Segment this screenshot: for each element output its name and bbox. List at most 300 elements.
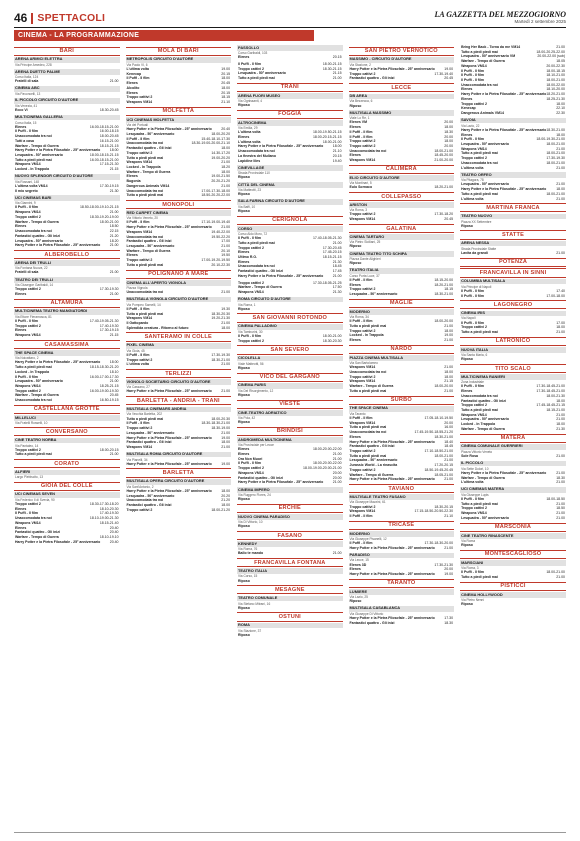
showtime-row: [126, 508, 232, 513]
film-title: Troppo cattivi 2: [349, 144, 376, 148]
film-times: 20.15: [332, 55, 342, 60]
film-title: Fantastici quattro - Gli inizi: [126, 503, 172, 508]
film-title: Troppo cattivi 2: [349, 504, 376, 509]
film-title: Il Puffi - Il film: [461, 137, 485, 142]
film-times: 19.30: [221, 306, 231, 311]
cinema-address: Via Pietro Siciliani, 25: [349, 240, 381, 245]
cinema-entry: [14, 309, 120, 338]
showtime-row: [237, 290, 343, 295]
showtime-row: [126, 193, 232, 198]
city-heading: COLLEPASSO: [349, 192, 455, 201]
film-title: Harry Potter e la Pietra Filosofale - 25° anniversario: [126, 435, 212, 440]
film-title: Riposo: [238, 392, 250, 397]
cinema-entry: [460, 214, 566, 229]
masthead-title: LA GAZZETTA DEL MEZZOGIORNO: [434, 10, 566, 20]
cinema-name: CINEMA TEATRO TITO SCHIPA: [349, 251, 455, 257]
film-times: 18.30-21.00: [434, 292, 454, 297]
film-times: 18.20-21.00: [434, 282, 454, 287]
cinema-address: Via Vittorio Veneto, 20: [126, 216, 158, 221]
cinema-name: CINEMA HOLLYWOOD: [460, 592, 566, 598]
cinema-address: Corso Porta Luce, 37: [349, 273, 380, 278]
cinema-entry: [349, 406, 455, 482]
film-title: Unaccomodata tra noi: [126, 498, 164, 503]
film-times: 21.00: [109, 79, 119, 84]
film-times: 21.15: [109, 167, 119, 172]
showtime-row: [237, 55, 343, 60]
film-title: Lesquadra - 50° anniversario: [15, 238, 63, 243]
cinema-address: Via Pitagora, 78: [461, 178, 484, 183]
film-title: Unaccomodata tra noi: [349, 369, 387, 374]
film-times: 18.25-21.30: [546, 96, 565, 101]
cinema-name: PIXEL CINEMA: [126, 343, 232, 349]
film-title: Harry Potter e la Pietra Filosofale - 25° anniversario: [126, 488, 212, 493]
film-title: Harry Potter e la Pietra Filosofale - 25° anniversario: [461, 92, 547, 97]
cinema-entry: [126, 117, 232, 198]
showtime-row: [460, 543, 566, 548]
film-times: 21.20: [221, 498, 231, 503]
showtime-row: [237, 76, 343, 81]
film-times: 17.40-18.05-21.30: [312, 236, 342, 241]
film-times: 18.15: [221, 95, 231, 100]
film-times: 16.00-18.15-21.00: [89, 157, 119, 162]
film-title: Eulo Sornaco: [349, 185, 373, 190]
showtime-row: [14, 189, 120, 194]
film-title: Weapons VM14: [126, 100, 153, 105]
film-times: 19.00-21.50: [211, 174, 231, 179]
film-times: 18.45-20.00: [434, 153, 454, 158]
cinema-entry: [460, 118, 566, 171]
cinema-address: Zona Industriale: [461, 380, 484, 385]
film-title: Il Puffi - Il film: [126, 421, 150, 426]
cinema-address: Via Noicattaro, 2: [15, 356, 39, 361]
film-title: Troppo cattivi 2: [126, 258, 153, 263]
cinema-address: Via Santa Maria, 6: [461, 353, 488, 358]
film-times: 21.00: [221, 321, 231, 325]
city-heading: LAGONEGRO: [460, 300, 566, 309]
film-times: 18.00-20.15-21.15: [312, 134, 342, 139]
film-title: Riposo: [349, 261, 362, 266]
film-title: L'ultima volta: [461, 196, 484, 201]
cinema-address: Via Ruggero Flores, 24: [238, 492, 271, 497]
showtime-row: [460, 166, 566, 171]
film-title: Warfare - Tempo di Guerra: [461, 475, 505, 480]
page-number: 46: [14, 11, 28, 25]
film-times: 20.45: [444, 76, 454, 81]
cinema-entry: [349, 234, 455, 249]
cinema-name: CINE-TEATRO ADRIATICO: [237, 410, 343, 416]
film-title: Weapons VM14: [15, 162, 41, 167]
film-times: 18.50: [556, 506, 565, 511]
cinema-address: Via Roma, 76: [238, 547, 258, 552]
film-times: 19.00: [221, 461, 231, 466]
film-title: Unaccomodata tra noi: [461, 160, 498, 165]
showtime-row: [349, 389, 455, 394]
cinema-entry: [237, 199, 343, 214]
film-times: 16.15-21.00: [99, 138, 119, 143]
showtime-row: [460, 602, 566, 607]
cinema-entry: [460, 241, 566, 256]
issue-date: Martedì 2 settembre 2025: [514, 19, 566, 25]
film-title: Il Puffi - Il film: [126, 220, 150, 225]
cinema-name: TEATRO ITALIA: [237, 568, 343, 574]
film-title: Il Puffi - Il film: [15, 374, 38, 379]
film-times: 18.00-20.20: [211, 131, 231, 136]
showtime-row: [460, 575, 566, 580]
film-times: 17.30-19.15: [99, 328, 119, 333]
film-times: 21.00: [332, 456, 342, 461]
film-times: 17.30: [444, 615, 454, 620]
film-title: Il Puffi - Il film: [238, 236, 261, 241]
film-title: Troppo cattivi 2: [15, 214, 41, 219]
film-times: 18.00: [221, 488, 231, 493]
showtime-row: [349, 514, 455, 519]
cinema-address: Via Vecchia Barletta, 202: [126, 412, 163, 417]
cinema-address: Via Paolo VI, 6: [126, 62, 148, 67]
cinema-entry: [349, 251, 455, 266]
film-times: 20.40: [221, 127, 231, 132]
film-title: Elenes: [238, 250, 250, 255]
cinema-address: Via Lecce, 15: [349, 558, 369, 563]
showtime-row: [237, 497, 343, 502]
cinema-address: Via Pianelli, 34: [126, 457, 148, 462]
city-heading: BRINDISI: [237, 427, 343, 436]
cinema-entry: [14, 69, 120, 84]
cinema-entry: [349, 202, 455, 222]
film-title: Tutto a piedi piedi mai: [126, 193, 164, 198]
film-title: Fantastici quattro - Gli inizi: [238, 269, 283, 274]
film-title: Il Puffi - Il film: [461, 320, 485, 325]
film-times: 17.15-18.50-20.50-22.30: [414, 509, 454, 514]
film-title: Lesquadra - 50° anniversario: [15, 153, 63, 158]
cinema-name: TEATRO ITALIA: [349, 268, 455, 274]
film-title: Unaccomodata tra noi: [349, 430, 387, 435]
cinema-entry: [349, 589, 455, 604]
film-title: Il Puffi - Il film: [349, 513, 373, 518]
cinema-address: Via Tamburini, 30: [238, 329, 263, 334]
film-times: 18.00-20.00-22.00: [312, 461, 342, 466]
film-times: 18.00-20.15: [99, 447, 119, 452]
cinema-name: ROMA CIRCUITO D'AUTORE: [237, 297, 343, 303]
film-title: Tutto a piedi piedi mai: [349, 388, 387, 393]
film-times: 18.00-21.20: [211, 507, 231, 512]
film-title: Riposo: [461, 602, 473, 607]
city-heading: TARANTO: [349, 579, 455, 588]
showtime-row: [349, 292, 455, 297]
film-times: 18.00: [221, 169, 231, 174]
cinema-entry: [460, 311, 566, 335]
cinema-name: ALTROCINEMA: [237, 120, 343, 126]
film-times: 21.00: [556, 454, 565, 459]
showtime-row: [237, 339, 343, 344]
film-times: 21.00: [444, 458, 454, 463]
film-times: 18.30-18.30-21.00: [201, 421, 231, 426]
cinema-name: PASSOLLO: [237, 45, 343, 51]
film-times: 22.30: [556, 111, 565, 116]
film-times: 21.00: [444, 338, 454, 343]
film-title: Il Puffi - Il film: [349, 416, 373, 420]
film-title: Troppo cattivi 2: [349, 71, 376, 76]
film-times: 21.15: [109, 333, 119, 338]
showtime-row: [14, 452, 120, 457]
showtime-row: [237, 579, 343, 584]
film-title: Troppo cattivi 2: [15, 323, 41, 328]
film-title: Splendida creatura - Ritorno al futuro: [126, 325, 189, 330]
film-title: Troppo cattivi 2: [349, 374, 376, 379]
cinema-entry: [237, 165, 343, 180]
cinema-entry: [460, 374, 566, 431]
film-times: 19.40: [332, 158, 342, 163]
cinema-address: Via Roma: [461, 538, 475, 543]
film-title: L'ultima volta: [126, 362, 149, 367]
film-times: 17.00: [221, 239, 231, 244]
film-title: L'ultima volta: [126, 67, 149, 72]
cinema-address: Corso Aldo Moro, 72: [238, 231, 268, 236]
film-title: Tutto a piedi piedi mai: [349, 453, 387, 458]
cinema-address: Via Principe di Napoli: [461, 284, 492, 289]
film-title: Riposo: [238, 192, 250, 197]
cinema-entry: [237, 568, 343, 583]
city-heading: VICO DEL GARGANO: [237, 373, 343, 382]
cinema-address: Via Giuseppe Di Vittorio: [349, 611, 384, 616]
film-title: Il Puffi - Il film: [238, 61, 261, 66]
film-title: Lesquadra - 50° anniversario: [349, 292, 398, 297]
film-title: Weapons VM14: [349, 509, 376, 514]
cinema-address: Via Bezzecca, 6: [349, 99, 373, 104]
cinema-address: Via Fontana Nuova, 22: [15, 266, 48, 271]
film-times: 21.00: [109, 210, 119, 215]
film-title: Riposo: [238, 578, 250, 583]
film-times: 18.00: [556, 325, 565, 330]
film-times: 21.00: [556, 196, 565, 201]
film-times: 18.50-20.20-22.00: [201, 193, 231, 198]
film-times: 21.00: [556, 45, 565, 49]
film-title: Harry Potter e la Pietra Filosofale - 25° anniversario: [126, 389, 212, 394]
film-times: 19.50-22.20: [211, 234, 231, 239]
cinema-name: CORSO: [237, 226, 343, 232]
film-title: Fantastici quattro - Gli inizi: [461, 398, 506, 403]
film-title: Troppo cattivi 2: [238, 280, 264, 285]
film-title: Elenes 3D: [349, 562, 367, 567]
film-times: 18.30-21.15: [322, 66, 342, 71]
city-heading: GALATINA: [349, 224, 455, 233]
film-title: Lesquadra - 50° anniversario: [126, 131, 175, 136]
film-times: 18.00: [556, 101, 565, 106]
film-times: 18.00-21.00: [99, 219, 119, 224]
film-title: Elenes: [238, 451, 250, 456]
film-times: 18.00: [444, 125, 454, 130]
film-times: 18.30-20.30: [322, 338, 342, 343]
showtime-row: [460, 294, 566, 299]
film-title: L'ultima volta: [461, 165, 484, 170]
cinema-entry: [349, 494, 455, 518]
cinema-name: VIGNOLO SOCIETARIO CIRCUITO D'AUTORE: [126, 379, 232, 385]
film-title: Riposo: [238, 605, 250, 610]
section-title: SPETTACOLI: [37, 12, 106, 24]
film-title: Weapons VM14: [349, 365, 376, 370]
film-title: Weapons VM14: [15, 520, 41, 525]
showtime-row: [237, 274, 343, 279]
film-title: L'ultima volta: [238, 130, 261, 135]
cinema-name: MULTISALE TEATRO FASANO: [349, 494, 455, 500]
film-title: Tutto a piedi piedi mai: [461, 408, 498, 412]
film-title: Elenes: [349, 567, 361, 572]
film-title: Weapons VM14: [349, 379, 376, 384]
film-times: 19.00: [444, 572, 454, 577]
film-title: Il Puffi - Il film: [461, 78, 485, 83]
film-title: Harry Potter e la Pietra Filosofale - 25° anniversario: [349, 439, 435, 444]
film-title: Harry Potter e la Pietra Filosofale - 25° anniversario: [15, 539, 101, 544]
film-times: 21.00: [556, 511, 565, 516]
film-title: Weapons VM14: [126, 160, 153, 165]
film-times: 21.30: [332, 289, 342, 294]
film-title: Riposo: [238, 306, 250, 311]
showtime-row: [237, 209, 343, 214]
film-times: 21.00: [332, 273, 342, 278]
cinema-entry: [126, 379, 232, 394]
cinema-entry: [460, 560, 566, 580]
film-times: 21.00: [444, 545, 454, 550]
cinema-address: Via Baffi, 10: [238, 204, 256, 209]
cinema-entry: [126, 343, 232, 367]
listing-column: [349, 45, 455, 829]
film-times: 17.10-18.50-21.00: [424, 449, 454, 454]
film-title: Unaccomodata tra noi: [349, 148, 387, 153]
film-title: Locked - In Trappola: [461, 422, 496, 427]
cinema-address: Via Pola, 42: [238, 415, 256, 420]
cinema-name: ARENA ARMICI ELETTRA: [14, 57, 120, 63]
showtime-row: [237, 103, 343, 108]
showtime-row: [460, 224, 566, 229]
showtime-row: [349, 217, 455, 222]
showtime-row: [14, 270, 120, 275]
cinema-name: CINEMA COMUNALE GUERRIERI: [460, 444, 566, 450]
cinema-name: CINEMA IRIS: [460, 311, 566, 317]
film-times: 17.40: [556, 288, 565, 293]
cinema-name: MODERNO: [349, 309, 455, 315]
showtime-row: [14, 333, 120, 338]
film-title: Troppo cattivi 2: [349, 328, 376, 333]
film-title: Sole Rosa: [461, 454, 478, 459]
film-times: 18.00: [221, 76, 231, 81]
cinema-entry: [237, 410, 343, 425]
film-times: 21.10: [444, 513, 454, 518]
cinema-address: Via Provinciale per Lecce: [238, 443, 274, 448]
cinema-name: CINEMA IMPERO: [237, 487, 343, 493]
film-times: 17.20-20.15: [434, 463, 454, 468]
cinema-address: Via Roma, 3: [461, 566, 479, 571]
film-times: 21.00: [109, 291, 119, 296]
film-title: Unaccomodata tra noi: [126, 234, 164, 239]
film-times: 18.00-21.00: [546, 191, 565, 196]
cinema-address: Via Cassano, 27: [126, 385, 150, 390]
film-times: 21.00: [444, 388, 454, 393]
film-times: 18.00-21.00: [546, 151, 565, 156]
city-heading: MARTINA FRANCA: [460, 203, 566, 212]
film-title: Harry Potter e la Pietra Filosofale - 25° anniversario: [15, 360, 101, 365]
film-title: Harry Potter e la Pietra Filosofale - 25° anniversario: [461, 470, 547, 475]
cinema-entry: [460, 592, 566, 607]
film-title: Fantastici quattro - Gli inizi: [349, 620, 395, 625]
city-heading: TRICASE: [349, 521, 455, 530]
film-title: Elenes: [15, 124, 27, 129]
film-title: Unaccomodata tra noi: [15, 398, 52, 403]
film-title: L'ultima volta: [461, 480, 484, 485]
film-times: 21.30: [109, 188, 119, 193]
film-times: 18.15-21.40: [99, 520, 119, 525]
film-title: Elenes: [15, 506, 27, 511]
cinema-address: Via Stazione, 2: [349, 62, 371, 67]
cinema-address: Piazza Vittorio Veneto: [461, 449, 493, 454]
film-times: 18.45: [332, 264, 342, 269]
cinema-entry: [237, 596, 343, 611]
showtime-row: [349, 76, 455, 81]
listing-column: [126, 45, 232, 829]
film-times: 21.20: [109, 233, 119, 238]
cinema-name: SALA FARINA CIRCUITO D'AUTORE: [237, 199, 343, 205]
film-title: Weapons VM14: [126, 229, 153, 234]
film-times: 18.15-20.00: [434, 277, 454, 282]
film-title: Elenes: [349, 125, 361, 130]
film-title: Troppo cattivi 2: [461, 506, 487, 511]
cinema-address: Via Giuseppe Mazzini, 61: [349, 500, 386, 505]
film-times: 18.00-20.00-22.00: [312, 447, 342, 452]
film-title: Harry Potter e la Pietra Filosofale - 25° anniversario: [126, 225, 212, 230]
showtime-row: [126, 263, 232, 268]
film-times: 21.30: [556, 426, 565, 431]
film-title: Troppo cattivi 2: [461, 325, 487, 330]
cinema-entry: [237, 45, 343, 60]
cinema-name: ARENA FUORI MUSEO: [237, 93, 343, 99]
masthead: [435, 11, 567, 25]
city-heading: FASANO: [237, 531, 343, 540]
cinema-address: Via Pavoncelli, 13: [15, 91, 41, 96]
cinema-name: MILLELUCI: [14, 415, 120, 421]
film-times: 20.00: [444, 134, 454, 139]
film-times: 17.30-18.20: [434, 212, 454, 217]
page-header: [14, 11, 566, 25]
film-times: 21.00-20.00: [434, 158, 454, 163]
cinema-name: CICOLELLA: [237, 356, 343, 362]
listing-column: [237, 45, 343, 829]
cinema-address: Via Giuseppe Pisanelli, 12: [349, 536, 387, 541]
city-heading: FOGGIA: [237, 110, 343, 119]
cinema-name: CINEMA ALL'APERTO VIGNOLA: [126, 280, 232, 286]
city-heading: SAN GIOVANNI ROTONDO: [237, 313, 343, 322]
film-times: 18.20-21.00: [546, 92, 565, 97]
listing-column: [14, 45, 120, 829]
film-times: 21.15: [444, 379, 454, 384]
film-title: Harry Potter e la Pietra Filosofale - 25° anniversario: [238, 144, 324, 149]
film-title: Harry Potter e la Pietra Filosofale - 25° anniversario: [238, 480, 324, 485]
film-title: Weapons VM14: [238, 470, 264, 475]
film-title: Tutto a piedi piedi mai: [461, 501, 498, 506]
film-title: Unaccomodata tra noi: [461, 82, 498, 87]
film-times: 18.00: [556, 132, 565, 137]
film-times: 21.00: [556, 250, 565, 255]
film-times: 18.00-20.25-22.00: [536, 49, 565, 54]
cinema-entry: [349, 606, 455, 626]
cinema-entry: [460, 172, 566, 201]
cinema-address: Viale Lo Re, 1: [349, 116, 370, 121]
cinema-address: Piazza XX Settembre: [461, 219, 492, 224]
cinema-entry: [349, 110, 455, 163]
cinema-name: METROPOLIS CIRCUITO D'AUTORE: [126, 57, 232, 63]
city-heading: CERIGNOLA: [237, 216, 343, 225]
cinema-entry: [237, 120, 343, 163]
film-title: Tutto a piedi piedi mai: [461, 330, 498, 335]
film-title: Locked - In Trappola: [349, 333, 384, 338]
film-title: Unaccomodata tra noi: [15, 134, 52, 139]
